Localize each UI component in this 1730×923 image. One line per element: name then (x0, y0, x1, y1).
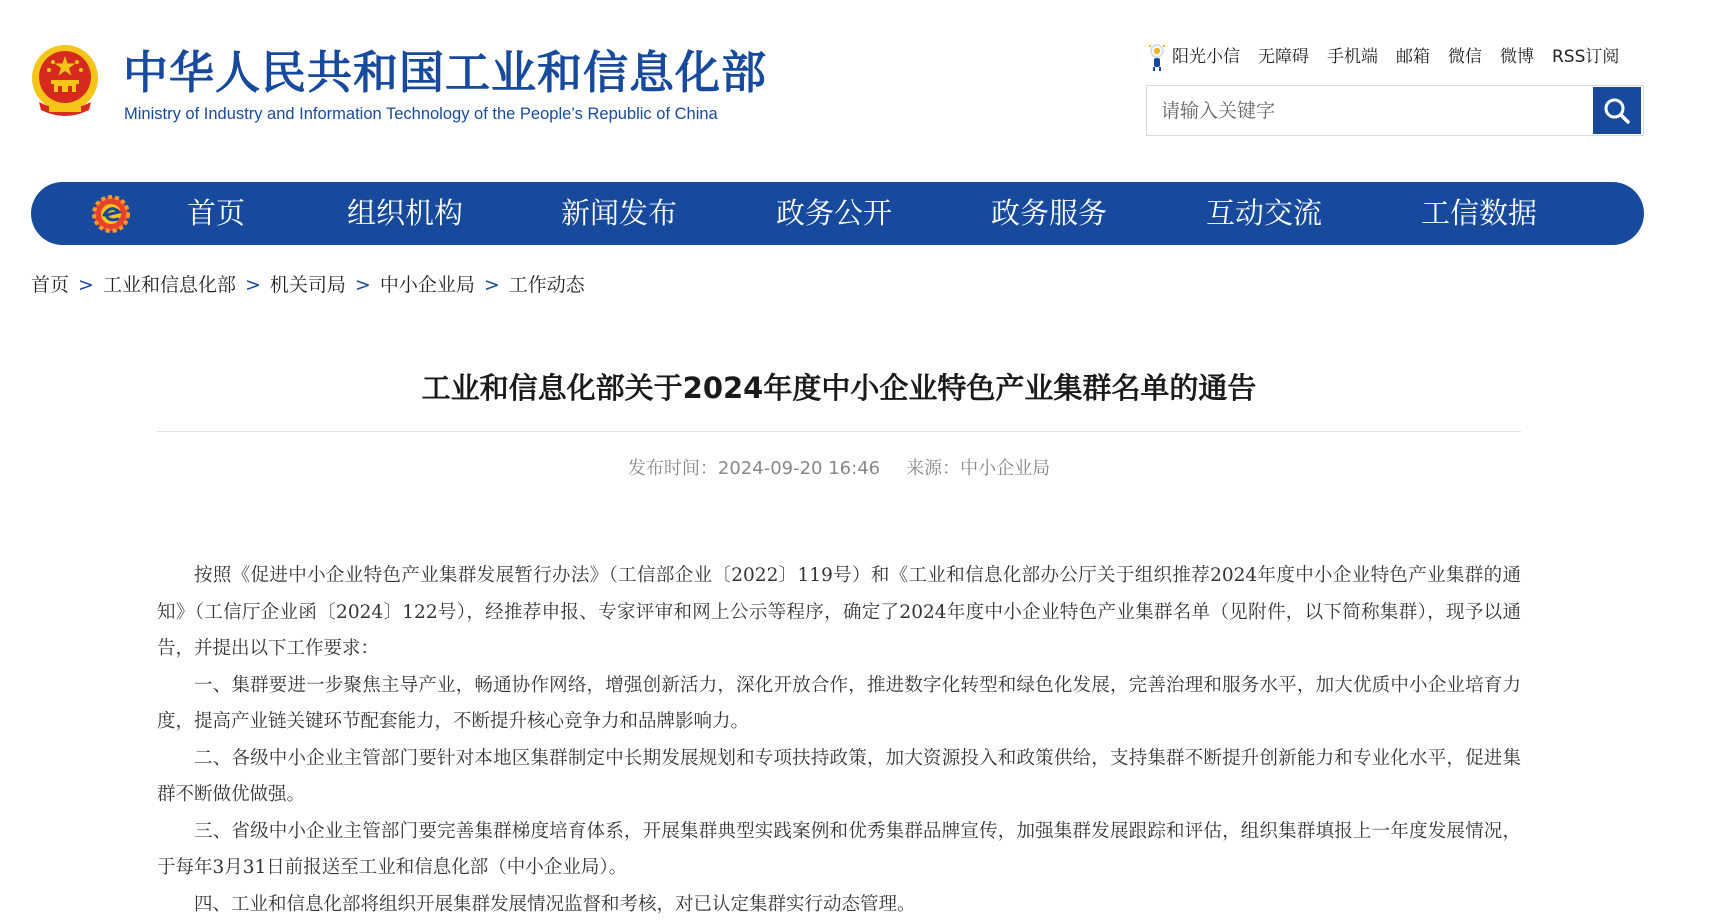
site-title[interactable]: 中华人民共和国工业和信息化部 (123, 50, 767, 95)
nav-organization[interactable]: 组织机构 (347, 182, 463, 245)
breadcrumb-departments[interactable]: 机关司局 (270, 274, 346, 296)
article-title: 工业和信息化部关于2024年度中小企业特色产业集群名单的通告 (157, 366, 1521, 407)
nav-news[interactable]: 新闻发布 (561, 182, 677, 245)
toplink-wechat[interactable]: 微信 (1448, 43, 1482, 71)
breadcrumb (31, 270, 585, 300)
article-paragraph: 二、各级中小企业主管部门要针对本地区集群制定中长期发展规划和专项扶持政策，加大资源投入和政策供给，支持集群不断提升创新能力和专业化水平，促进集群不断做优做强。 (157, 741, 1521, 814)
breadcrumb-work-news[interactable]: 工作动态 (509, 274, 585, 296)
title-divider (157, 431, 1521, 432)
nav-gov-services[interactable]: 政务服务 (991, 182, 1107, 245)
search-input[interactable] (1147, 86, 1593, 135)
breadcrumb-separator: > (355, 274, 371, 296)
source: 中小企业局 (960, 458, 1050, 479)
article-paragraph: 一、集群要进一步聚焦主导产业，畅通协作网络，增强创新活力，深化开放合作，推进数字化转型和绿色化发展，完善治理和服务水平，加大优质中小企业培育力度，提高产业链关键环节配套能力，不断提升核心竞争力和品牌影响力。 (157, 668, 1521, 741)
search-box (1146, 85, 1644, 136)
toplink-mailbox[interactable]: 邮箱 (1396, 43, 1430, 71)
article-paragraph: 三、省级中小企业主管部门要完善集群梯度培育体系，开展集群典型实践案例和优秀集群品牌宣传，加强集群发展跟踪和评估，组织集群填报上一年度发展情况，于每年3月31日前报送至工业和信息化部（中小企业局）。 (157, 814, 1521, 887)
breadcrumb-separator: > (245, 274, 261, 296)
sunshine-mascot-icon (1148, 42, 1166, 72)
toplink-mobile[interactable]: 手机端 (1327, 43, 1378, 71)
breadcrumb-sme-bureau[interactable]: 中小企业局 (380, 274, 475, 296)
breadcrumb-home[interactable]: 首页 (31, 274, 69, 296)
toplink-accessibility[interactable]: 无障碍 (1258, 43, 1309, 71)
nav-data[interactable]: 工信数据 (1421, 182, 1537, 245)
article-body (157, 558, 1521, 923)
article-meta (157, 454, 1521, 480)
breadcrumb-ministry[interactable]: 工业和信息化部 (103, 274, 236, 296)
toplink-sunshine[interactable]: 阳光小信 (1172, 43, 1240, 71)
main-nav (31, 182, 1644, 245)
toplink-rss[interactable]: RSS订阅 (1552, 43, 1619, 71)
article-paragraph: 四、工业和信息化部将组织开展集群发展情况监督和考核，对已认定集群实行动态管理。 (157, 887, 1521, 923)
nav-home[interactable]: 首页 (187, 182, 245, 245)
search-icon (1602, 96, 1632, 126)
nav-gov-affairs[interactable]: 政务公开 (776, 182, 892, 245)
nav-interaction[interactable]: 互动交流 (1206, 182, 1322, 245)
publish-time-label: 发布时间： (628, 458, 718, 479)
site-title-english[interactable]: Ministry of Industry and Information Technology of the People’s Republic of China (124, 105, 718, 124)
breadcrumb-separator: > (484, 274, 500, 296)
article-paragraph: 按照《促进中小企业特色产业集群发展暂行办法》（工信部企业〔2022〕119号）和《工业和信息化部办公厅关于组织推荐2024年度中小企业特色产业集群的通知》（工信厅企业函〔2024〕122号），经推荐申报、专家评审和网上公示等程序，确定了2024年度中小企业特色产业集群名单（见附件，以下简称集群），现予以通告，并提出以下工作要求： (157, 558, 1521, 668)
breadcrumb-separator: > (78, 274, 94, 296)
top-links (1148, 42, 1619, 72)
publish-time: 2024-09-20 16:46 (718, 458, 880, 479)
miit-logo-icon (91, 194, 131, 234)
search-button[interactable] (1593, 87, 1641, 134)
source-label: 来源： (906, 458, 960, 479)
toplink-weibo[interactable]: 微博 (1500, 43, 1534, 71)
national-emblem-icon (29, 44, 101, 120)
